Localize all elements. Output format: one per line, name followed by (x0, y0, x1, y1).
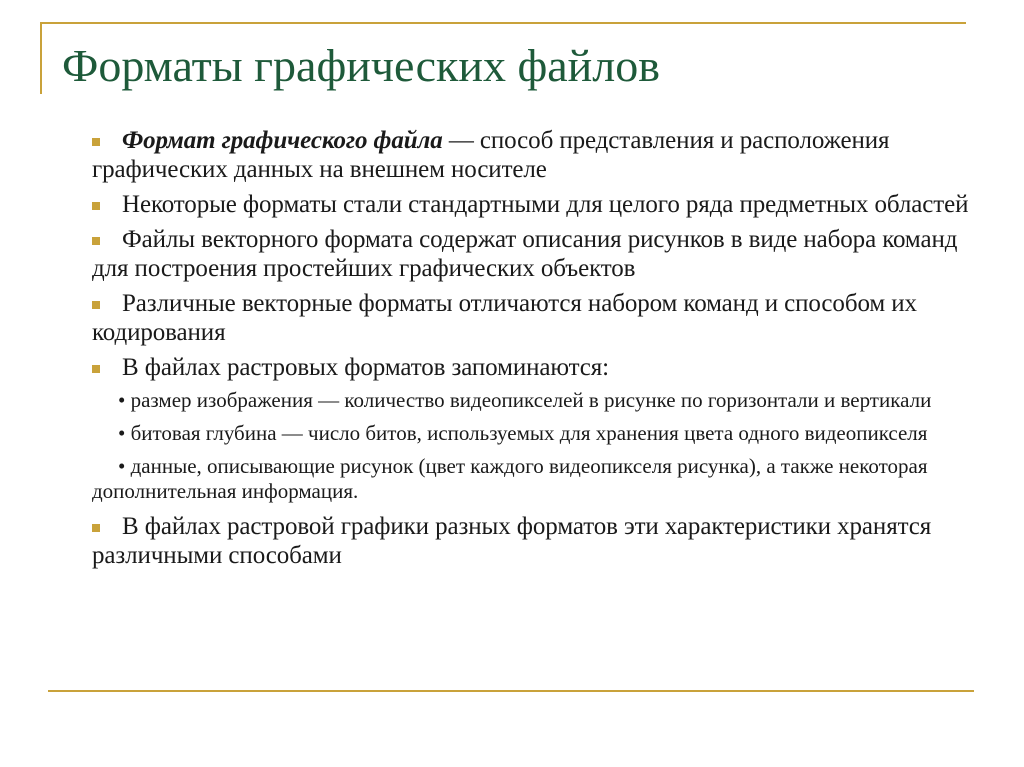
bullet-item (92, 190, 972, 219)
bullet-text: В файлах растровых форматов запоминаются: (122, 354, 610, 381)
square-bullet-icon (92, 138, 100, 146)
slide-title: Форматы графических файлов (62, 40, 660, 91)
bullet-item (92, 289, 972, 347)
bullet-text: Некоторые форматы стали стандартными для целого ряда предметных областей (122, 191, 969, 218)
left-frame-line (40, 22, 42, 94)
square-bullet-icon (92, 524, 100, 532)
sub-list-item (92, 454, 972, 504)
bullet-item (92, 225, 972, 283)
bullet-item (92, 353, 972, 382)
bullet-text: В файлах растровой графики разных форматов эти характеристики хранятся различными способами (92, 513, 932, 569)
sub-item-text: • данные, описывающие рисунок (цвет каждого видеопикселя рисунка), а также некоторая дополнительная информация. (92, 454, 928, 503)
square-bullet-icon (92, 365, 100, 373)
bullet-item (92, 126, 972, 184)
slide-content (92, 126, 972, 576)
bottom-frame-line (48, 690, 974, 692)
sub-list-item (92, 421, 972, 446)
bullet-text: Различные векторные форматы отличаются набором команд и способом их кодирования (92, 290, 917, 346)
square-bullet-icon (92, 237, 100, 245)
top-frame-line (40, 22, 966, 24)
square-bullet-icon (92, 301, 100, 309)
bullet-definition: — способ представления и расположения графических данных на внешнем носителе (92, 127, 890, 183)
sub-item-text: • размер изображения — количество видеопикселей в рисунке по горизонтали и вертикали (118, 388, 932, 412)
sub-list-item (92, 388, 972, 413)
bullet-term: Формат графического файла (122, 127, 443, 154)
sub-item-text: • битовая глубина — число битов, используемых для хранения цвета одного видеопикселя (118, 421, 928, 445)
bullet-text: Файлы векторного формата содержат описания рисунков в виде набора команд для построения простейших графических объектов (92, 226, 958, 282)
square-bullet-icon (92, 202, 100, 210)
bullet-text (92, 126, 972, 184)
bullet-item (92, 512, 972, 570)
